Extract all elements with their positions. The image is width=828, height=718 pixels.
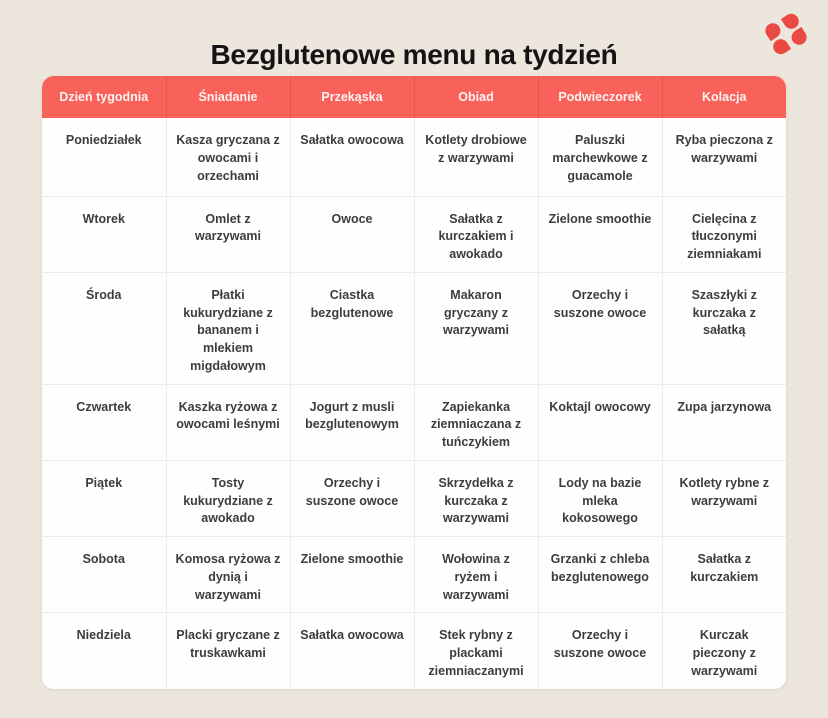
meal-cell: Komosa ryżowa z dynią i warzywami xyxy=(166,537,290,613)
meal-cell: Ryba pieczona z warzywami xyxy=(662,118,786,196)
day-cell: Wtorek xyxy=(42,196,166,272)
meal-cell: Makaron gryczany z warzywami xyxy=(414,272,538,384)
table-row xyxy=(42,613,786,689)
column-header-snack: Przekąska xyxy=(290,76,414,118)
meal-cell: Cielęcina z tłuczonymi ziemniakami xyxy=(662,196,786,272)
meal-cell: Sałatka z kurczakiem xyxy=(662,537,786,613)
column-header-afternoon-snack: Podwieczorek xyxy=(538,76,662,118)
meal-cell: Stek rybny z plackami ziemniaczanymi xyxy=(414,613,538,689)
meal-cell: Paluszki marchewkowe z guacamole xyxy=(538,118,662,196)
column-header-supper: Kolacja xyxy=(662,76,786,118)
menu-table-body xyxy=(42,118,786,689)
table-row xyxy=(42,272,786,384)
menu-table xyxy=(42,76,786,689)
meal-cell: Orzechy i suszone owoce xyxy=(538,613,662,689)
meal-cell: Kotlety rybne z warzywami xyxy=(662,460,786,536)
meal-cell: Zielone smoothie xyxy=(538,196,662,272)
meal-cell: Kaszka ryżowa z owocami leśnymi xyxy=(166,384,290,460)
page-title: Bezglutenowe menu na tydzień xyxy=(210,38,618,70)
table-row xyxy=(42,384,786,460)
day-cell: Poniedziałek xyxy=(42,118,166,196)
day-cell: Niedziela xyxy=(42,613,166,689)
meal-cell: Kurczak pieczony z warzywami xyxy=(662,613,786,689)
meal-cell: Sałatka owocowa xyxy=(290,613,414,689)
table-row xyxy=(42,460,786,536)
meal-cell: Sałatka z kurczakiem i awokado xyxy=(414,196,538,272)
meal-cell: Kasza gryczana z owocami i orzechami xyxy=(166,118,290,196)
meal-cell: Zapiekanka ziemniaczana z tuńczykiem xyxy=(414,384,538,460)
day-cell: Środa xyxy=(42,272,166,384)
meal-cell: Grzanki z chleba bezglutenowego xyxy=(538,537,662,613)
day-cell: Czwartek xyxy=(42,384,166,460)
table-row xyxy=(42,196,786,272)
day-cell: Sobota xyxy=(42,537,166,613)
meal-cell: Zielone smoothie xyxy=(290,537,414,613)
meal-cell: Orzechy i suszone owoce xyxy=(290,460,414,536)
meal-cell: Kotlety drobiowe z warzywami xyxy=(414,118,538,196)
logo-petal-icon xyxy=(770,36,791,57)
column-header-lunch: Obiad xyxy=(414,76,538,118)
meal-cell: Tosty kukurydziane z awokado xyxy=(166,460,290,536)
meal-cell: Wołowina z ryżem i warzywami xyxy=(414,537,538,613)
column-header-breakfast: Śniadanie xyxy=(166,76,290,118)
meal-cell: Omlet z warzywami xyxy=(166,196,290,272)
brand-logo xyxy=(760,8,812,60)
meal-cell: Lody na bazie mleka kokosowego xyxy=(538,460,662,536)
table-row xyxy=(42,118,786,196)
meal-cell: Koktajl owocowy xyxy=(538,384,662,460)
meal-cell: Placki gryczane z truskawkami xyxy=(166,613,290,689)
meal-cell: Jogurt z musli bezglutenowym xyxy=(290,384,414,460)
meal-cell: Szaszłyki z kurczaka z sałatką xyxy=(662,272,786,384)
header-row xyxy=(42,76,786,118)
menu-table-container xyxy=(42,76,786,689)
meal-cell: Płatki kukurydziane z bananem i mlekiem migdałowym xyxy=(166,272,290,384)
meal-cell: Skrzydełka z kurczaka z warzywami xyxy=(414,460,538,536)
meal-cell: Orzechy i suszone owoce xyxy=(538,272,662,384)
meal-cell: Sałatka owocowa xyxy=(290,118,414,196)
day-cell: Piątek xyxy=(42,460,166,536)
column-header-day: Dzień tygodnia xyxy=(42,76,166,118)
table-row xyxy=(42,537,786,613)
meal-cell: Ciastka bezglutenowe xyxy=(290,272,414,384)
meal-cell: Owoce xyxy=(290,196,414,272)
meal-cell: Zupa jarzynowa xyxy=(662,384,786,460)
menu-table-header xyxy=(42,76,786,118)
